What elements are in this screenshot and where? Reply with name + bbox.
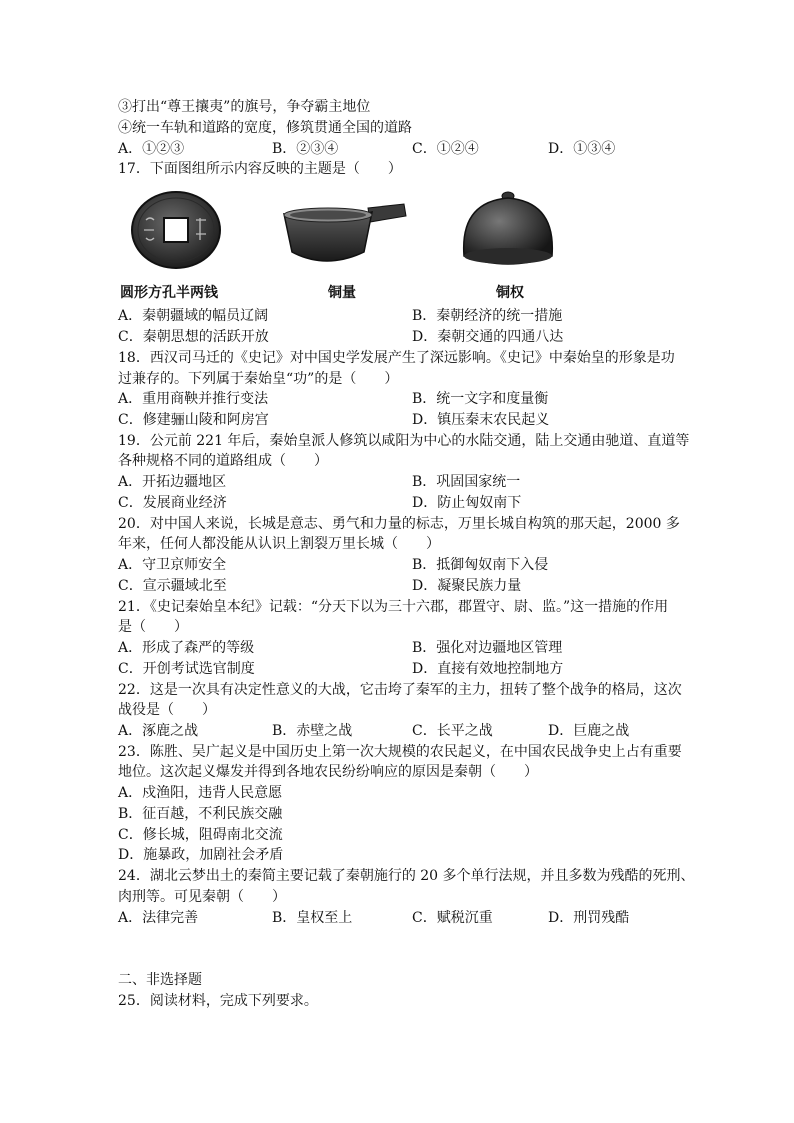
- q17-option-a: A．秦朝疆域的幅员辽阔: [118, 308, 269, 324]
- q18-option-c: C．修建骊山陵和阿房宫: [118, 412, 269, 428]
- q22-stem-line2: 战役是（ ）: [118, 702, 216, 718]
- q19-option-b: B．巩固国家统一: [412, 474, 521, 490]
- q23-option-d: D．施暴政，加剧社会矛盾: [118, 847, 284, 863]
- q21-option-d: D．直接有效地控制地方: [412, 661, 564, 677]
- q19-option-a: A．开拓边疆地区: [118, 474, 227, 490]
- q16-item4: ④统一车轨和道路的宽度，修筑贯通全国的道路: [118, 120, 412, 136]
- q17-stem: 17．下面图组所示内容反映的主题是（ ）: [118, 161, 402, 177]
- q25-stem: 25．阅读材料，完成下列要求。: [118, 993, 318, 1009]
- section2-title: 二、非选择题: [118, 972, 202, 988]
- q22-option-b: B．赤壁之战: [272, 723, 353, 739]
- q16-item3: ③打出“尊王攘夷”的旗号，争夺霸主地位: [118, 99, 371, 115]
- q24-option-d: D．刑罚残酷: [548, 910, 630, 926]
- q16-option-d: D．①③④: [548, 141, 616, 157]
- q18-option-a: A．重用商鞅并推行变法: [118, 391, 269, 407]
- q19-stem-line1: 19．公元前 221 年后，秦始皇派人修筑以咸阳为中心的水陆交通，陆上交通由驰道、直道等: [118, 433, 690, 449]
- q21-option-c: C．开创考试选官制度: [118, 661, 255, 677]
- q20-stem-line2: 年来，任何人都没能从认识上割裂万里长城（ ）: [118, 536, 440, 552]
- q20-option-b: B．抵御匈奴南下入侵: [412, 557, 549, 573]
- q18-option-d: D．镇压秦末农民起义: [412, 412, 550, 428]
- q22-option-d: D．巨鹿之战: [548, 723, 630, 739]
- q24-option-a: A．法律完善: [118, 910, 199, 926]
- q18-option-b: B．统一文字和度量衡: [412, 391, 549, 407]
- weight-caption: 铜权: [496, 285, 524, 301]
- q22-option-a: A．涿鹿之战: [118, 723, 199, 739]
- q16-option-c: C．①②④: [412, 141, 479, 157]
- q23-stem-line1: 23．陈胜、吴广起义是中国历史上第一次大规模的农民起义，在中国农民战争史上占有重要: [118, 744, 682, 760]
- q19-stem-line2: 各种规格不同的道路组成（ ）: [118, 453, 328, 469]
- q21-stem-line2: 是（ ）: [118, 619, 188, 635]
- measure-caption: 铜量: [328, 285, 356, 301]
- q17-option-c: C．秦朝思想的活跃开放: [118, 329, 269, 345]
- q16-option-b: B．②③④: [272, 141, 339, 157]
- q17-option-b: B．秦朝经济的统一措施: [412, 308, 563, 324]
- bronze-measure-icon: [280, 200, 410, 272]
- q20-option-d: D．凝聚民族力量: [412, 578, 522, 594]
- q21-stem-line1: 21．《史记秦始皇本纪》记载：“分天下以为三十六郡，郡置守、尉、监。”这一措施的作用: [118, 599, 669, 615]
- banliang-coin-icon: [130, 190, 222, 270]
- q24-stem-line2: 肉刑等。可见秦朝（ ）: [118, 889, 286, 905]
- q20-option-c: C．宣示疆域北至: [118, 578, 227, 594]
- q23-stem-line2: 地位。这次起义爆发并得到各地农民纷纷响应的原因是秦朝（ ）: [118, 764, 538, 780]
- q23-option-a: A．戍渔阳，违背人民意愿: [118, 785, 283, 801]
- coin-caption: 圆形方孔半两钱: [120, 285, 218, 301]
- q20-stem-line1: 20．对中国人来说，长城是意志、勇气和力量的标志，万里长城自构筑的那天起，2000 多: [118, 516, 680, 532]
- q18-stem-line2: 过兼存的。下列属于秦始皇“功”的是（ ）: [118, 371, 399, 387]
- q16-option-a: A．①②③: [118, 141, 185, 157]
- q22-stem-line1: 22．这是一次具有决定性意义的大战，它击垮了秦军的主力，扭转了整个战争的格局，这次: [118, 682, 682, 698]
- q23-option-b: B．征百越，不利民族交融: [118, 806, 283, 822]
- q24-option-b: B．皇权至上: [272, 910, 353, 926]
- bronze-weight-icon: [458, 190, 558, 274]
- q21-option-b: B．强化对边疆地区管理: [412, 640, 563, 656]
- q18-stem-line1: 18．西汉司马迁的《史记》对中国史学发展产生了深远影响。《史记》中秦始皇的形象是功: [118, 350, 675, 366]
- q22-option-c: C．长平之战: [412, 723, 493, 739]
- q17-option-d: D．秦朝交通的四通八达: [412, 329, 564, 345]
- q19-option-d: D．防止匈奴南下: [412, 495, 522, 511]
- q23-option-c: C．修长城，阻碍南北交流: [118, 827, 283, 843]
- q24-option-c: C．赋税沉重: [412, 910, 493, 926]
- q20-option-a: A．守卫京师安全: [118, 557, 227, 573]
- q24-stem-line1: 24．湖北云梦出土的秦简主要记载了秦朝施行的 20 多个单行法规，并且多数为残酷的死刑、: [118, 868, 695, 884]
- q19-option-c: C．发展商业经济: [118, 495, 227, 511]
- q21-option-a: A．形成了森严的等级: [118, 640, 255, 656]
